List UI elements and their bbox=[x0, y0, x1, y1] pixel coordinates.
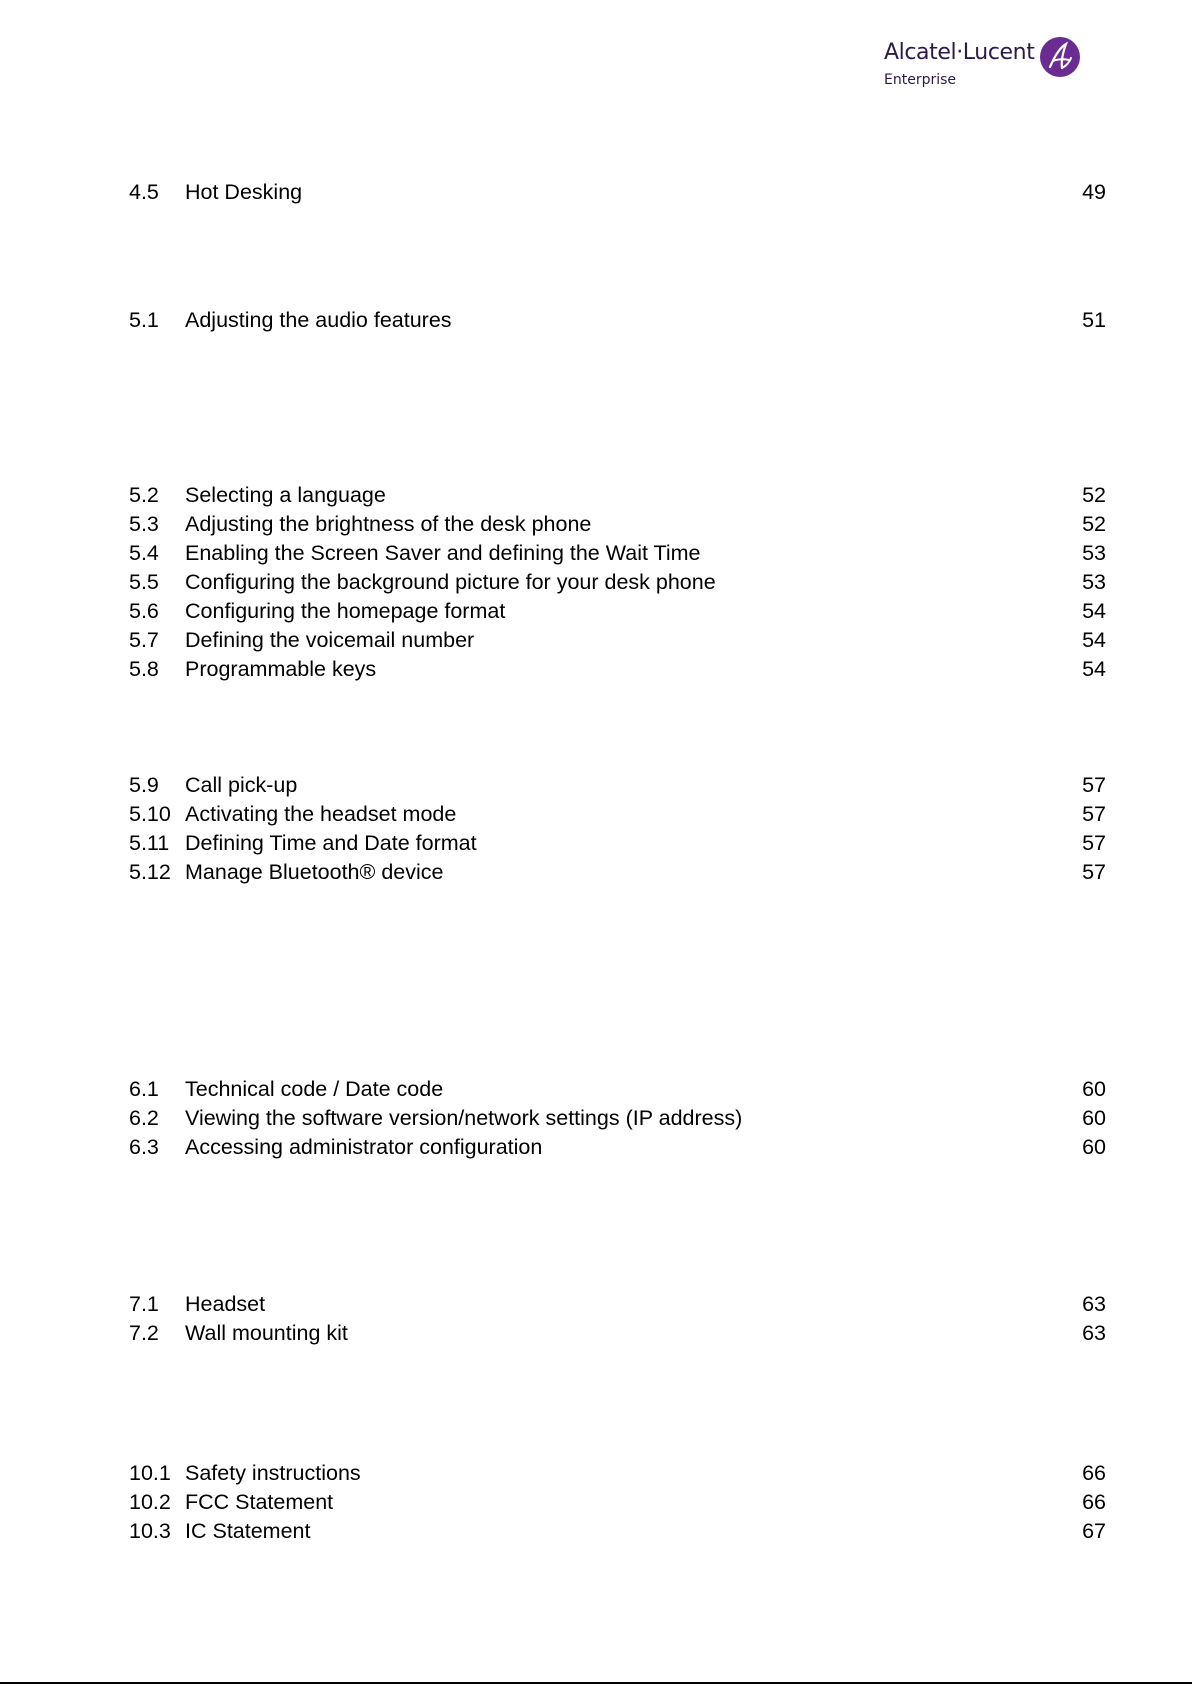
toc-entry-7-2[interactable] bbox=[0, 1319, 1192, 1347]
toc-section-number: 5.7 bbox=[129, 628, 159, 652]
toc-section-title: Adjusting the audio features bbox=[185, 308, 452, 332]
toc-entry-5-10[interactable] bbox=[0, 800, 1192, 828]
toc-section-title: IC Statement bbox=[185, 1519, 311, 1543]
toc-page-number: 54 bbox=[1082, 599, 1106, 623]
toc-entry-6-1[interactable] bbox=[0, 1075, 1192, 1103]
toc-page-number: 54 bbox=[1082, 657, 1106, 681]
toc-section-number: 10.3 bbox=[129, 1519, 171, 1543]
toc-page-number: 53 bbox=[1082, 541, 1106, 565]
toc-entry-5-8[interactable] bbox=[0, 655, 1192, 683]
toc-entry-5-3[interactable] bbox=[0, 510, 1192, 538]
alcatel-lucent-logo bbox=[884, 36, 1084, 92]
toc-page-number: 57 bbox=[1082, 831, 1106, 855]
toc-section-number: 7.2 bbox=[129, 1321, 159, 1345]
toc-section-number: 5.1 bbox=[129, 308, 159, 332]
toc-section-title: Adjusting the brightness of the desk phone bbox=[185, 512, 592, 536]
toc-section-number: 5.6 bbox=[129, 599, 159, 623]
toc-section-number: 10.1 bbox=[129, 1461, 171, 1485]
toc-entry-4-5[interactable] bbox=[0, 178, 1192, 206]
toc-entry-5-4[interactable] bbox=[0, 539, 1192, 567]
toc-section-title: Wall mounting kit bbox=[185, 1321, 348, 1345]
toc-section-number: 7.1 bbox=[129, 1292, 159, 1316]
toc-page-number: 60 bbox=[1082, 1077, 1106, 1101]
toc-section-title: Hot Desking bbox=[185, 180, 303, 204]
toc-section-number: 5.3 bbox=[129, 512, 159, 536]
toc-section-number: 5.9 bbox=[129, 773, 159, 797]
toc-page-number: 51 bbox=[1082, 308, 1106, 332]
toc-entry-5-2[interactable] bbox=[0, 481, 1192, 509]
toc-section-number: 5.12 bbox=[129, 860, 171, 884]
toc-section-number: 5.11 bbox=[129, 831, 170, 855]
toc-page-number: 53 bbox=[1082, 570, 1106, 594]
logo-name: Alcatel·Lucent bbox=[884, 40, 1035, 65]
toc-section-number: 6.3 bbox=[129, 1135, 159, 1159]
toc-entry-6-2[interactable] bbox=[0, 1104, 1192, 1132]
toc-entry-5-9[interactable] bbox=[0, 771, 1192, 799]
toc-section-title: Enabling the Screen Saver and defining the Wait Time bbox=[185, 541, 701, 565]
toc-entry-7-1[interactable] bbox=[0, 1290, 1192, 1318]
toc-section-title: Defining the voicemail number bbox=[185, 628, 475, 652]
toc-section-title: Configuring the background picture for your desk phone bbox=[185, 570, 716, 594]
toc-section-title: Programmable keys bbox=[185, 657, 377, 681]
toc-section-title: Defining Time and Date format bbox=[185, 831, 477, 855]
toc-page-number: 57 bbox=[1082, 773, 1106, 797]
toc-section-title: Accessing administrator configuration bbox=[185, 1135, 543, 1159]
logo-subtitle: Enterprise bbox=[884, 72, 957, 88]
toc-entry-6-3[interactable] bbox=[0, 1133, 1192, 1161]
toc-section-number: 6.2 bbox=[129, 1106, 159, 1130]
toc-page-number: 67 bbox=[1082, 1519, 1106, 1543]
toc-page-number: 63 bbox=[1082, 1292, 1106, 1316]
toc-section-title: Activating the headset mode bbox=[185, 802, 457, 826]
toc-page-number: 52 bbox=[1082, 483, 1106, 507]
toc-entry-10-1[interactable] bbox=[0, 1459, 1192, 1487]
toc-page-number: 49 bbox=[1082, 180, 1106, 204]
toc-page-number: 57 bbox=[1082, 802, 1106, 826]
toc-section-number: 10.2 bbox=[129, 1490, 171, 1514]
toc-section-number: 5.5 bbox=[129, 570, 159, 594]
toc-entry-5-11[interactable] bbox=[0, 829, 1192, 857]
toc-entry-5-6[interactable] bbox=[0, 597, 1192, 625]
toc-page-number: 66 bbox=[1082, 1461, 1106, 1485]
toc-section-number: 6.1 bbox=[129, 1077, 159, 1101]
toc-entry-10-2[interactable] bbox=[0, 1488, 1192, 1516]
toc-section-number: 4.5 bbox=[129, 180, 159, 204]
toc-section-number: 5.4 bbox=[129, 541, 159, 565]
alcatel-lucent-a-icon bbox=[1039, 36, 1081, 78]
toc-section-number: 5.10 bbox=[129, 802, 171, 826]
toc-section-title: Safety instructions bbox=[185, 1461, 361, 1485]
toc-section-number: 5.2 bbox=[129, 483, 159, 507]
toc-section-title: Call pick-up bbox=[185, 773, 298, 797]
toc-section-number: 5.8 bbox=[129, 657, 159, 681]
toc-entry-5-5[interactable] bbox=[0, 568, 1192, 596]
toc-page-number: 60 bbox=[1082, 1106, 1106, 1130]
toc-section-title: Viewing the software version/network settings (IP address) bbox=[185, 1106, 743, 1130]
toc-page-number: 66 bbox=[1082, 1490, 1106, 1514]
toc-entry-5-7[interactable] bbox=[0, 626, 1192, 654]
toc-section-title: FCC Statement bbox=[185, 1490, 334, 1514]
toc-page-number: 57 bbox=[1082, 860, 1106, 884]
toc-page-number: 60 bbox=[1082, 1135, 1106, 1159]
toc-section-title: Headset bbox=[185, 1292, 266, 1316]
toc-section-title: Configuring the homepage format bbox=[185, 599, 506, 623]
toc-entry-5-12[interactable] bbox=[0, 858, 1192, 886]
toc-page-number: 52 bbox=[1082, 512, 1106, 536]
toc-entry-10-3[interactable] bbox=[0, 1517, 1192, 1545]
toc-section-title: Selecting a language bbox=[185, 483, 386, 507]
toc-section-title: Technical code / Date code bbox=[185, 1077, 444, 1101]
toc-entry-5-1[interactable] bbox=[0, 306, 1192, 334]
toc-page-number: 63 bbox=[1082, 1321, 1106, 1345]
toc-page-number: 54 bbox=[1082, 628, 1106, 652]
toc-section-title: Manage Bluetooth® device bbox=[185, 860, 444, 884]
